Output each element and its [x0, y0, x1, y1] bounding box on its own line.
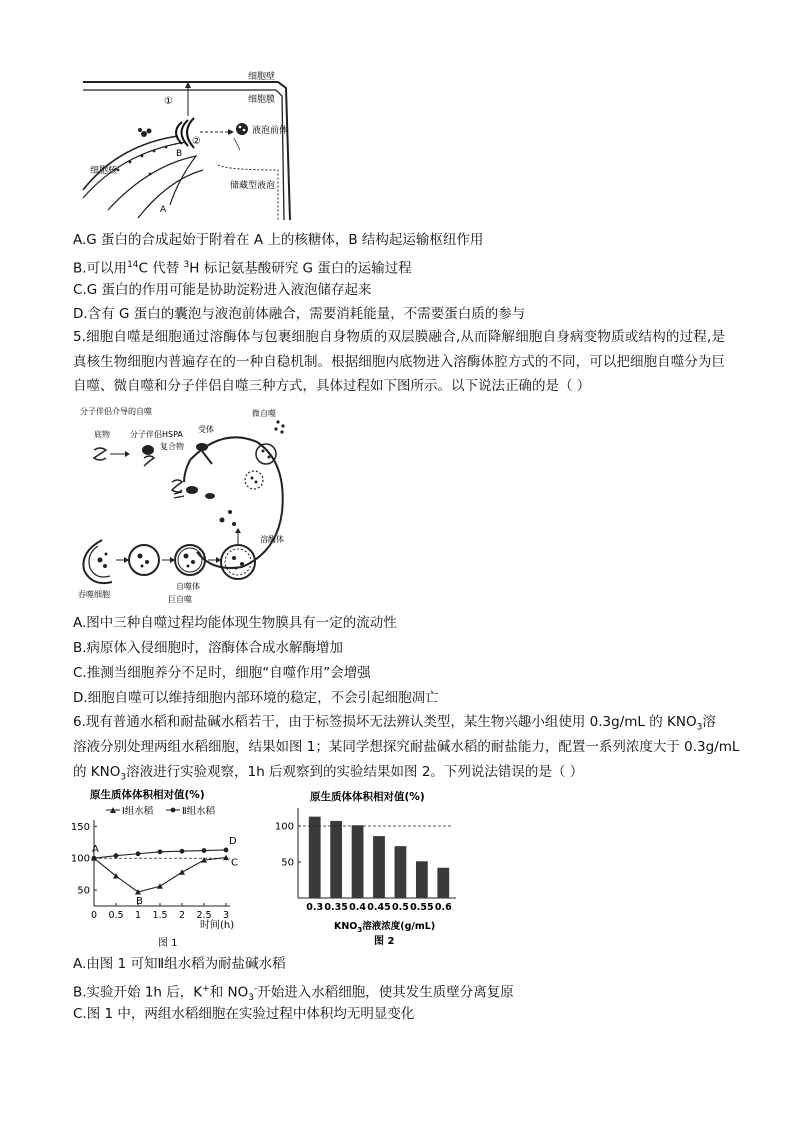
chart2-xlabel-pre: KNO [334, 921, 358, 932]
chart2-x-tick-label: 0.45 [367, 902, 391, 913]
chart1-legend-series-2: Ⅱ组水稻 [182, 806, 216, 817]
chart1-x-tick-label: 1 [134, 910, 142, 921]
autophagosome [175, 545, 205, 575]
vacuole-precursor-label: 液泡前体 [252, 126, 289, 136]
q5-option-c: C.推测当细胞养分不足时，细胞“自噬作用”会增强 [73, 665, 371, 681]
q5-stem: 5.细胞自噬是细胞通过溶酶体与包裹细胞自身物质的双层膜融合,从而降解细胞自身病变物质或结构的过程,是真核生物细胞内普遍存在的一种自稳机制。根据细胞内底物进入溶酶体腔方式的不同，可以把细胞自噬分为巨自噬、微自噬和分子伴侣自噬三种方式，具体过程如下图所示。以下说法正确的是（ ） [73, 329, 725, 394]
q4-option-b-post: H 标记氨基酸研究 G 蛋白的运输过程 [189, 260, 412, 277]
chart2-y-tick-label: 100 [274, 821, 294, 833]
complex-label: 复合物 [160, 442, 184, 451]
q4-option-d: D.含有 G 蛋白的囊泡与液泡前体融合，需要消耗能量，不需要蛋白质的参与 [73, 306, 526, 322]
q4-option-b-h3: 3 [183, 260, 190, 270]
chart2-x-tick-label: 0.35 [324, 902, 348, 913]
chart2-y-tick-label: 50 [281, 857, 294, 869]
q4-option-b-pre: B.可以用 [73, 260, 128, 277]
chart2-x-tick-label: 0.6 [434, 902, 452, 913]
chart1-point-series-2 [114, 853, 119, 858]
autophagosome-forming [129, 545, 159, 575]
figure-1-line-chart [68, 786, 248, 951]
golgi-label-b: B [176, 149, 183, 159]
q4-option-a: A.G 蛋白的合成起始于附着在 A 上的核糖体，B 结构起运输枢纽作用 [73, 232, 484, 248]
storage-vacuole-label: 储藏型液泡 [230, 181, 276, 191]
q6-stem-line-1: 6.现有普通水稻和耐盐碱水稻若干，由于标签损坏无法辨认类型，某生物兴趣小组使用 0.3g/mL 的 $KNO_3$溶 [73, 714, 716, 733]
chart1-point-label: A [92, 844, 99, 856]
chart1-x-tick-label: 0 [90, 910, 98, 921]
chart2-bar [352, 825, 364, 898]
q6-option-b-three: 3 [248, 993, 254, 1004]
q4-option-c: C.G 蛋白的作用可能是协助淀粉进入液泡储存起来 [73, 282, 372, 298]
chart1-point-series-2 [136, 851, 141, 856]
nucleus-label: 细胞核 [90, 166, 118, 176]
chart1-point-series-2 [92, 856, 97, 861]
macro-autophagy-label: 巨自噬 [168, 595, 192, 604]
step-1-label: ① [164, 96, 173, 107]
arrow-step-2-head [228, 129, 234, 135]
er-label-a: A [160, 205, 167, 215]
chart2-bar [437, 868, 449, 898]
chart1-point-series-2 [224, 848, 229, 853]
step-2-label: ② [192, 136, 201, 147]
chart1-point-series-2 [158, 849, 163, 854]
micro-autophagy-vesicle [256, 444, 276, 464]
vacuole-precursor [236, 123, 248, 135]
chart1-point-label: C [231, 857, 238, 869]
q5-option-a: A.图中三种自噬过程均能体现生物膜具有一定的流动性 [73, 615, 397, 631]
q4-option-b-mid: C 代替 [138, 260, 184, 277]
q6-stem-3-post: 溶液进行实验观察，1h 后观察到的实验结果如图 2。下列说法错误的是（ ） [126, 764, 584, 780]
chart1-caption: 图 1 [158, 938, 178, 949]
q5-option-d: D.细胞自噬可以维持细胞内部环境的稳定，不会引起细胞凋亡 [73, 690, 439, 706]
cell-membrane-line [83, 90, 284, 220]
autophagosome-label: 自噬体 [176, 582, 200, 591]
chart1-point-series-2 [202, 848, 207, 853]
q5-option-b: B.病原体入侵细胞时，溶酶体合成水解酶增加 [73, 640, 344, 656]
chart1-x-tick-label: 3 [222, 910, 230, 921]
chart2-bar [395, 846, 407, 898]
lysosome-label: 溶酶体 [260, 535, 284, 544]
chart2-caption: 图 2 [374, 936, 395, 947]
chart1-xlabel: 时间(h) [200, 920, 235, 931]
chart1-y-tick-label: 150 [70, 821, 90, 833]
chart1-point-series-2 [180, 849, 185, 854]
q6-option-b-minus: - [253, 984, 258, 994]
chart1-y-tick-label: 100 [70, 853, 90, 865]
chart1-point-series-1 [179, 869, 185, 875]
er-membrane-3 [138, 170, 203, 218]
q6-option-b-mid: 和 NO [209, 984, 249, 1001]
q6-option-a: A.由图 1 可知Ⅱ组水稻为耐盐碱水稻 [73, 956, 286, 972]
chart2-x-tick-label: 0.5 [392, 902, 409, 913]
chart1-point-label: B [136, 895, 143, 907]
chart2-title: 原生质体体积相对值(%) [310, 791, 425, 803]
chart2-bar [330, 821, 342, 898]
receptor-label: 受体 [198, 425, 214, 434]
chart2-bar [309, 817, 321, 898]
figure-2-bar-chart [270, 786, 470, 951]
q6-option-b [73, 980, 514, 1007]
q6-option-b-post: 开始进入水稻细胞，使其发生质壁分离复原 [257, 984, 514, 1001]
vacuole-arrow [234, 138, 240, 150]
q6-stem-line-3 [73, 763, 583, 787]
phagophore-label: 吞噬细胞 [78, 590, 110, 599]
q6-stem-sub-1: 3 [696, 722, 703, 733]
chart1-y-tick-label: 50 [77, 885, 90, 897]
chart1-x-tick-label: 2.5 [196, 910, 212, 921]
chart2-bar [373, 836, 385, 898]
cell-membrane-label: 细胞膜 [248, 95, 276, 105]
chart2-x-tick-label: 0.55 [410, 902, 434, 913]
q6-stem-1: 6.现有普通水稻和耐盐碱水稻若干，由于标签损坏无法辨认类型，某生物兴趣小组使用 0.3g/mL 的 KNO [73, 714, 697, 730]
chart1-point-label: D [229, 835, 237, 847]
q6-option-c: C.图 1 中，两组水稻细胞在实验过程中体积均无明显变化 [73, 1006, 415, 1022]
ribosome-dots [117, 146, 168, 176]
q6-stem-3-pre: 的 KNO [73, 764, 121, 780]
cell-wall-label: 细胞壁 [248, 72, 276, 82]
chart2-xlabel-sub: 3 [357, 926, 363, 934]
q6-stem-sub-3: 3 [120, 772, 127, 783]
chart2-bar [416, 861, 428, 898]
chart2-xlabel [334, 920, 435, 934]
q4-option-b-c14: 14 [127, 260, 139, 270]
cma-title: 分子伴侣介导的自噬 [80, 407, 152, 416]
cma-complex [172, 480, 215, 499]
q6-option-b-pre: B.实验开始 1h 后，K [73, 984, 203, 1001]
substrate-label: 底物 [94, 430, 110, 439]
micro-autophagy-label: 微自噬 [252, 409, 276, 418]
chart1-x-tick-label: 2 [178, 910, 186, 921]
chart1-x-tick-label: 1.5 [152, 910, 168, 921]
chart2-x-tick-label: 0.4 [349, 902, 366, 913]
transport-vesicle [138, 128, 152, 137]
autophagy-figure [72, 402, 302, 607]
chart1-x-tick-label: 0.5 [108, 910, 124, 921]
q6-option-b-plus: + [202, 984, 210, 994]
chaperone-hspa [142, 445, 154, 455]
chart1-legend [106, 805, 216, 817]
storage-vacuole [218, 165, 278, 220]
chaperone-label: 分子伴侣HSPA [130, 430, 183, 439]
substrate-squiggle [94, 448, 106, 460]
q6-stem-line-2: 溶液分别处理两组水稻细胞，结果如图 1；某同学想探究耐盐碱水稻的耐盐能力，配置一系列浓度大于 0.3g/mL [73, 739, 740, 755]
q4-option-b [73, 256, 412, 278]
chart2-xlabel-post: 溶液浓度(g/mL) [362, 921, 436, 932]
chart2-x-tick-label: 0.3 [306, 902, 324, 913]
micro-particles [274, 420, 284, 433]
chart1-title: 原生质体体积相对值(%) [90, 789, 205, 801]
cell-diagram-figure [78, 70, 308, 220]
chart1-legend-series-1: Ⅰ组水稻 [122, 806, 154, 817]
chart1-point-series-1 [157, 883, 163, 889]
